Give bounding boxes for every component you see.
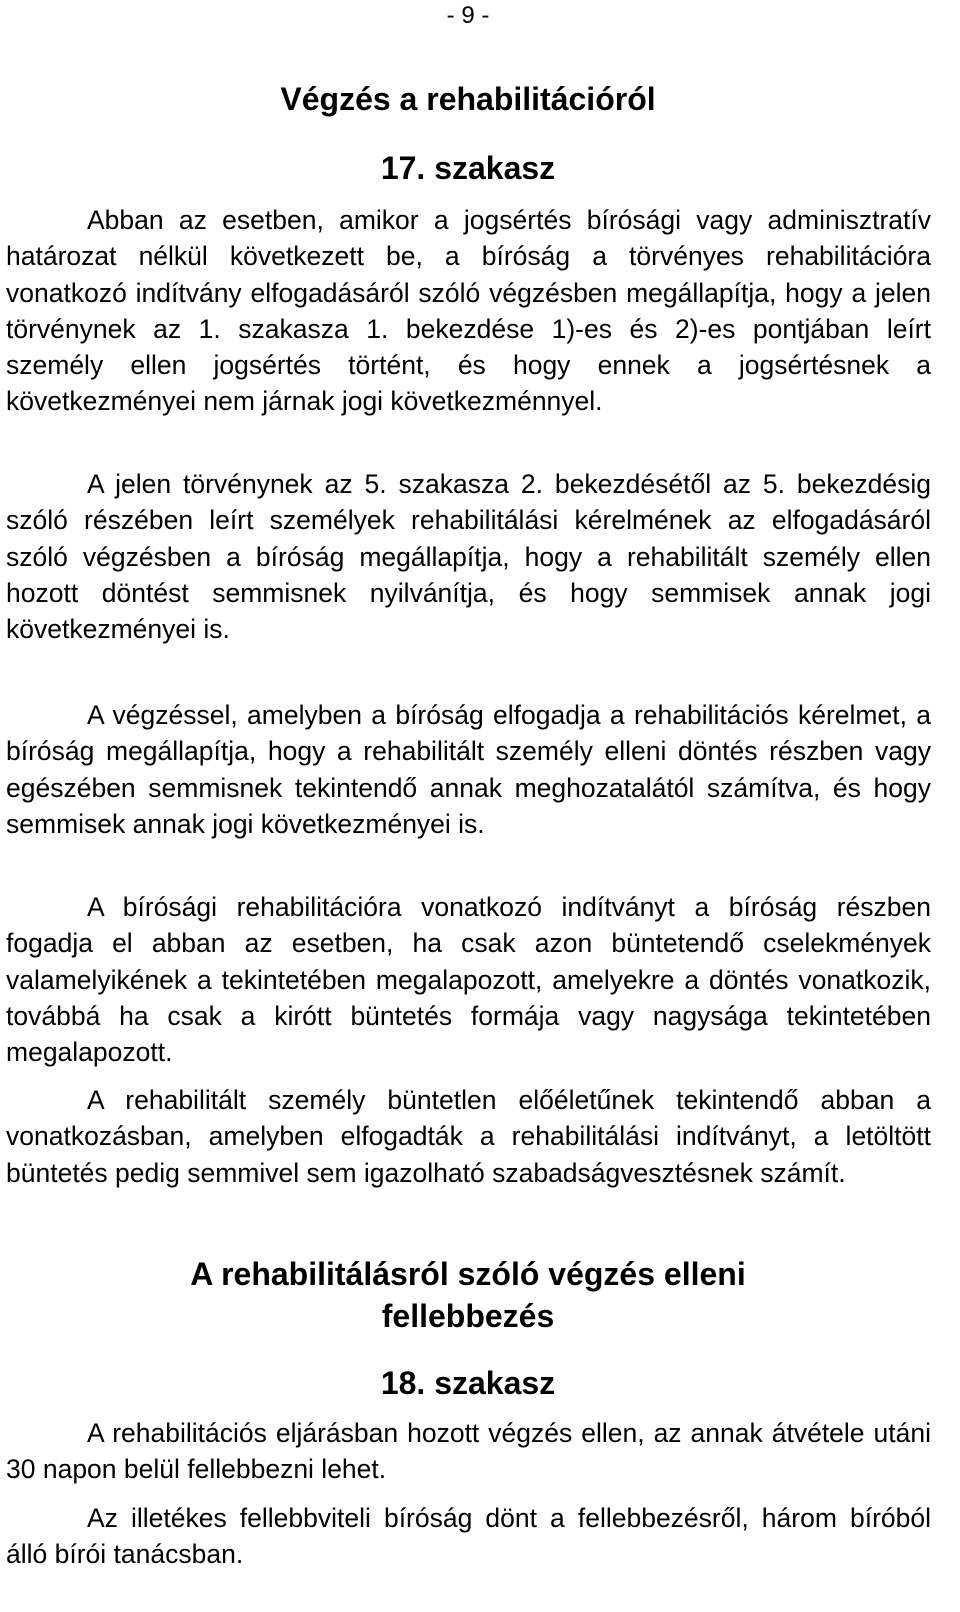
section-17-paragraph-5: A rehabilitált személy büntetlen előéletűnek tekintendő abban a vonatkozásban, amelyben elfogadták a rehabilitálási indítványt, a letöltött büntetés pedig semmivel sem igazolható szabadságvesztésnek számít.: [6, 1085, 931, 1188]
section-17-paragraph-1: Abban az esetben, amikor a jogsértés bírósági vagy adminisztratív határozat nélkül következett be, a bíróság a törvényes rehabilitációra vonatkozó indítvány elfogadásáról szóló végzésben megállapítja, hogy a jelen törvénynek az 1. szakasza 1. bekezdése 1)-es és 2)-es pontjában leírt személy ellen jogsértés történt, és hogy ennek a jogsértésnek a következményei nem járnak jogi következménnyel.: [6, 205, 931, 417]
main-title: Végzés a rehabilitációról: [280, 81, 656, 117]
page-number: - 9 -: [446, 2, 490, 29]
section-18-paragraph-2: Az illetékes fellebbviteli bíróság dönt a fellebbezésről, három bíróból álló bírói tanácsban.: [6, 1503, 931, 1570]
section-18-paragraph-1: A rehabilitációs eljárásban hozott végzés ellen, az annak átvétele utáni 30 napon belül fellebbezni lehet.: [6, 1418, 931, 1485]
section-18-title: 18. szakasz: [380, 1365, 556, 1401]
section-17-title: 17. szakasz: [380, 150, 556, 186]
section-17-paragraph-2: A jelen törvénynek az 5. szakasza 2. bekezdésétől az 5. bekezdésig szóló részében leírt személyek rehabilitálási kérelmének az elfogadásáról szóló végzésben a bíróság megállapítja, hogy a rehabilitált személy ellen hozott döntést semmisnek nyilvánítja, és hogy semmisek annak jogi következményei is.: [6, 469, 931, 645]
appeal-title: A rehabilitálásról szóló végzés elleni fellebbezés: [190, 1256, 746, 1334]
section-17-paragraph-4: A bírósági rehabilitációra vonatkozó indítványt a bíróság részben fogadja el abban az esetben, ha csak azon büntetendő cselekmények valamelyikének a tekintetében megalapozott, amelyekre a döntés vonatkozik, továbbá ha csak a kirótt büntetés formája vagy nagysága tekintetében megalapozott.: [6, 892, 931, 1068]
section-17-paragraph-3: A végzéssel, amelyben a bíróság elfogadja a rehabilitációs kérelmet, a bíróság megállapítja, hogy a rehabilitált személy elleni döntés részben vagy egészében semmisnek tekintendő annak meghozatalától számítva, és hogy semmisek annak jogi következményei is.: [6, 700, 931, 839]
